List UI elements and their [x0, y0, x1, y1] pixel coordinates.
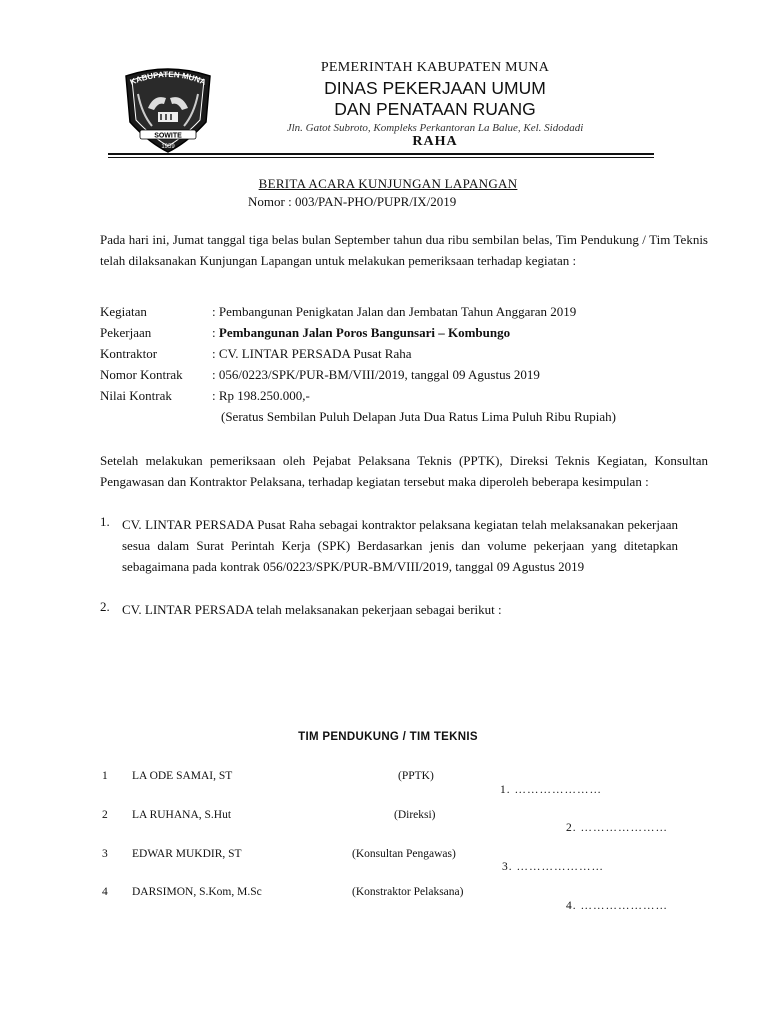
conclusion-number-1: 1. — [100, 514, 110, 529]
signature-line: 1. ………………… — [500, 784, 602, 796]
letterhead-rule-thin — [108, 157, 654, 158]
team-heading: TIM PENDUKUNG / TIM TEKNIS — [298, 731, 478, 743]
intro-paragraph: Pada hari ini, Jumat tanggal tiga belas bulan September tahun dua ribu sembilan belas, Tim Pendukung / Tim Teknis telah dilaksanakan Kunjungan Lapangan untuk melakukan pemeriksaan terhadap kegiatan : — [100, 232, 708, 268]
member-role: (PPTK) — [398, 770, 434, 782]
member-name: LA RUHANA, S.Hut — [132, 809, 232, 821]
member-number: 2 — [102, 809, 108, 821]
government-name: PEMERINTAH KABUPATEN MUNA — [320, 60, 550, 75]
detail-value-nilai-kontrak: : Rp 198.250.000,- — [212, 388, 310, 403]
detail-value-prefix: : — [212, 325, 219, 340]
member-name: DARSIMON, S.Kom, M.Sc — [132, 886, 262, 898]
member-name: LA ODE SAMAI, ST — [132, 770, 233, 782]
member-role: (Konstraktor Pelaksana) — [352, 886, 464, 898]
detail-label-pekerjaan: Pekerjaan — [100, 325, 152, 340]
detail-label-kegiatan: Kegiatan — [100, 304, 147, 319]
detail-label-nomor-kontrak: Nomor Kontrak — [100, 367, 183, 382]
letterhead-rule-thick — [108, 153, 654, 155]
conclusion-intro: Setelah melakukan pemeriksaan oleh Pejabat Pelaksana Teknis (PPTK), Direksi Teknis Kegiatan, Konsultan Pengawasan dan Kontraktor Pelaksana, terhadap kegiatan tersebut maka diperoleh beberapa kesimpulan : — [100, 453, 708, 489]
member-name: EDWAR MUKDIR, ST — [132, 848, 242, 860]
city-name: RAHA — [412, 134, 458, 149]
detail-label-kontraktor: Kontraktor — [100, 346, 158, 361]
signature-line: 4. ………………… — [566, 900, 668, 912]
signature-line: 2. ………………… — [566, 822, 668, 834]
logo-top-text: KABUPATEN MUNA — [128, 69, 208, 87]
detail-label-nilai-kontrak: Nilai Kontrak — [100, 388, 172, 403]
member-number: 1 — [102, 770, 108, 782]
member-role: (Direksi) — [394, 809, 436, 821]
member-number: 3 — [102, 848, 108, 860]
document-title: BERITA ACARA KUNJUNGAN LAPANGAN — [258, 176, 518, 191]
conclusion-text-2: CV. LINTAR PERSADA telah melaksanakan pekerjaan sebagai berikut : — [122, 602, 502, 617]
department-name-line2: DAN PENATAAN RUANG — [334, 99, 536, 119]
conclusion-text-1: CV. LINTAR PERSADA Pusat Raha sebagai kontraktor pelaksana kegiatan telah melaksanakan pekerjaan sesua dalam Surat Perintah Kerja (SPK) Berdasarkan jenis dan volume pekerjaan yang ditetapkan sebagaimana pada kontrak 056/0223/SPK/PUR-BM/VIII/2019, tanggal 09 Agustus 2019 — [122, 517, 678, 574]
detail-value-pekerjaan-bold: Pembangunan Jalan Poros Bangunsari – Kombungo — [218, 325, 511, 340]
detail-value-nomor-kontrak: : 056/0223/SPK/PUR-BM/VIII/2019, tanggal 09 Agustus 2019 — [212, 367, 540, 382]
document-number: Nomor : 003/PAN-PHO/PUPR/IX/2019 — [248, 194, 457, 209]
member-number: 4 — [102, 886, 108, 898]
detail-value-pekerjaan — [212, 325, 510, 341]
member-role: (Konsultan Pengawas) — [352, 848, 456, 860]
regency-logo — [118, 64, 218, 156]
department-name-line1: DINAS PEKERJAAN UMUM — [324, 78, 546, 98]
conclusion-number-2: 2. — [100, 599, 110, 614]
office-address: Jln. Gatot Subroto, Kompleks Perkantoran La Balue, Kel. Sidodadi — [286, 122, 584, 134]
detail-value-kontraktor: : CV. LINTAR PERSADA Pusat Raha — [212, 346, 412, 361]
detail-value-kegiatan: : Pembangunan Penigkatan Jalan dan Jembatan Tahun Anggaran 2019 — [212, 304, 577, 319]
amount-in-words: (Seratus Sembilan Puluh Delapan Juta Dua Ratus Lima Puluh Ribu Rupiah) — [221, 409, 617, 424]
logo-motto: SOWITE — [154, 132, 182, 140]
signature-line: 3. ………………… — [502, 861, 604, 873]
logo-year: 1959 — [161, 144, 175, 150]
